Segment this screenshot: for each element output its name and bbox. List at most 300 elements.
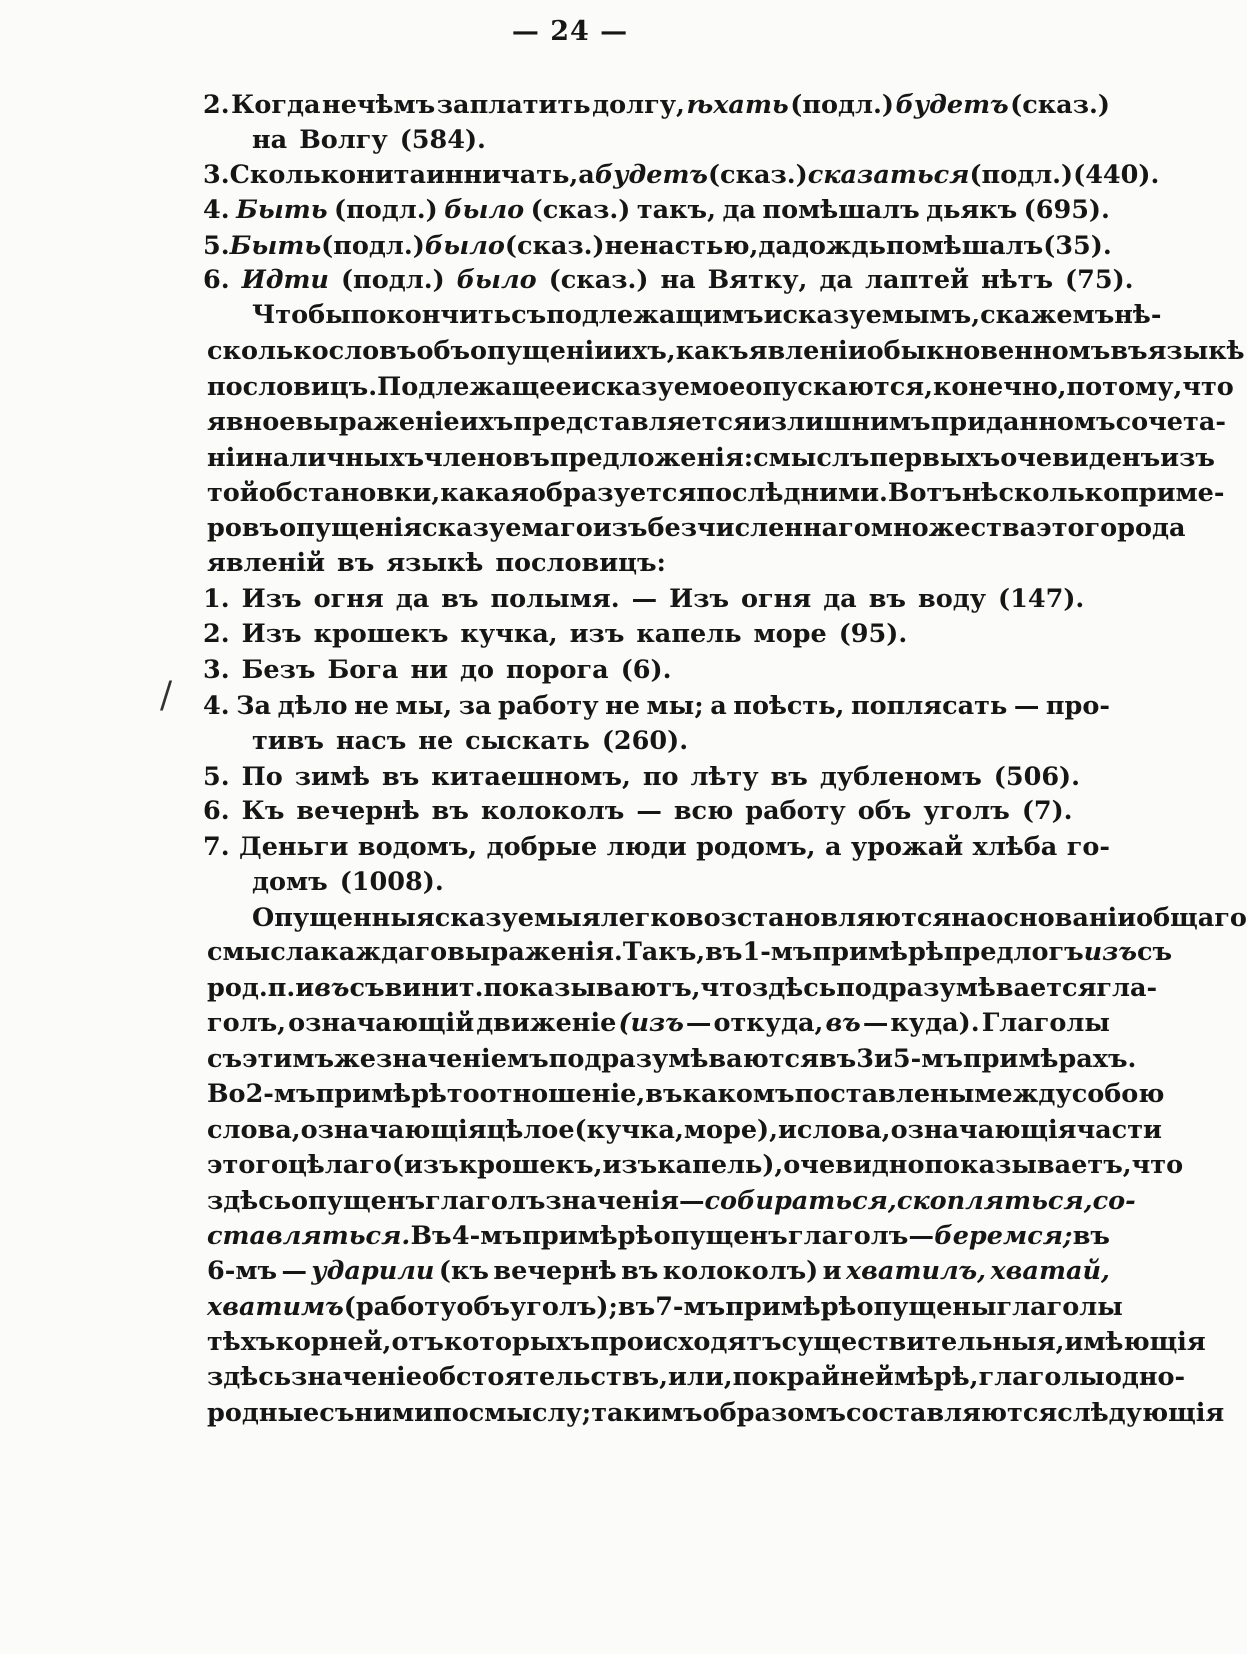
word: глаголъ [425,1186,546,1216]
word: Вотъ [887,478,962,508]
text-line [207,1182,1136,1220]
word: нѣсколько [961,478,1121,508]
word: 7-мъ [655,1292,726,1322]
word: ніи [207,443,255,473]
text-line [207,1358,1186,1396]
word: капель), [657,1150,784,1180]
word: вечернѣ [296,796,420,826]
word: всю [673,796,734,826]
text-line [207,474,1225,512]
word: этимъ [242,1044,335,1074]
word: этого [1036,513,1118,543]
word: будетъ [594,160,708,190]
word: работу [745,796,846,826]
word: нѣтъ [981,265,1054,295]
word: да [758,231,792,261]
word: 3. [203,655,230,685]
word: скопляться, [896,1186,1093,1216]
text-line [207,509,1186,547]
word: легко [600,903,686,933]
word: собираться, [704,1186,897,1216]
word: объ [857,796,912,826]
word: въ [431,796,469,826]
word: изъ [569,619,625,649]
word: хватилъ, [845,1256,987,1286]
word: очевидно [783,1150,925,1180]
text-line [207,439,1215,477]
word: обстоятельствъ, [421,1362,668,1392]
word: безчисленнаго [647,513,871,543]
word: сыскать [465,726,590,756]
word: дѣло [277,691,348,721]
word: а [710,691,727,721]
word: (подл.) [790,90,894,120]
text-line [207,1004,1110,1042]
word: п. [267,973,296,1003]
word: языкѣ [386,548,484,578]
text-line [203,191,1110,229]
word: здѣсь [752,973,837,1003]
text-line [203,86,1110,124]
word: про- [1045,691,1110,721]
word: движеніе [476,1008,617,1038]
word: гла- [1096,973,1158,1003]
word: съ [319,1398,355,1428]
word: возстановляются [685,903,952,933]
word: колоколъ [480,796,625,826]
word: Деньги [239,832,349,862]
word: въ [314,973,350,1003]
word: Изъ [241,619,302,649]
word: Опущенныя [252,903,435,933]
word: обстановки, [258,478,441,508]
word: что [1131,1150,1184,1180]
word: глаголы [996,1292,1123,1322]
word: какъ [675,336,749,366]
word: Чтобы [252,300,351,330]
word: уголъ); [509,1292,618,1322]
word: (изъ [391,1150,459,1180]
text-line [252,722,1110,760]
word: таинничать, [393,160,579,190]
page-number: — 24 — [511,16,629,47]
word: (695). [1023,195,1110,225]
word: (подл.) [969,160,1074,190]
word: (440). [1073,160,1160,190]
word: ненастью, [604,231,759,261]
word: примѣрѣ [725,1292,857,1322]
word: или, [667,1362,733,1392]
word: со- [1092,1186,1136,1216]
word: голъ, [207,1008,287,1038]
word: съ [1137,937,1173,967]
word: Сколько [229,160,357,190]
word: изъ [1083,937,1137,967]
word: хватай, [990,1256,1110,1286]
word: (сказ.) [530,195,631,225]
word: сказуемымъ, [782,300,981,330]
word: въ [825,1008,861,1038]
word: было [444,195,525,225]
word: — [678,1186,705,1216]
word: излишнимъ [751,407,931,437]
word: нечѣмъ [322,90,436,120]
word: 4. [203,195,230,225]
word: подразумѣвается [836,973,1097,1003]
text-line [207,1040,1137,1078]
word: отъ [391,1327,444,1357]
word: Подлежащее [377,372,572,402]
word: домъ [252,867,328,897]
word: въ [645,1079,683,1109]
word: и [822,1256,842,1286]
word: обыкновенномъ [866,336,1111,366]
word: да [722,195,756,225]
word: въ [1110,336,1148,366]
word: да [819,265,853,295]
word: 6-мъ [207,1256,278,1286]
word: собою [1071,1079,1165,1109]
text-line [207,1111,1162,1149]
word: не [418,726,454,756]
word: 1-мъ [742,937,813,967]
word: (сказ.) [707,160,808,190]
word: происходятъ [590,1327,782,1357]
word: (506). [993,762,1081,792]
word: предлогъ [943,937,1084,967]
word: образомъ [702,1398,846,1428]
word: опущенъ [653,1221,788,1251]
word: выраженія. [447,937,623,967]
word: (сказ.) [504,231,605,261]
word: съ [207,1044,243,1074]
word: явленіи [748,336,867,366]
word: лаптей [864,265,970,295]
word: 4-мъ [451,1221,522,1251]
word: (35). [1043,231,1112,261]
word: сказуемаго [422,513,593,543]
word: при [930,407,987,437]
text-line [203,580,1110,618]
word: смысла [207,937,321,967]
word: Такъ, [622,937,706,967]
word: полымя. [490,584,620,614]
word: ударили [311,1256,435,1286]
word: основаніи [986,903,1137,933]
word: насъ [336,726,407,756]
text-line [203,792,1110,830]
word: дьякъ [926,195,1018,225]
text-line [207,1217,1110,1255]
word: на [951,903,987,933]
text-line [207,969,1158,1007]
word: данномъ [986,407,1116,437]
word: 4. [203,691,230,721]
word: (сказ.) [1010,90,1110,120]
word: За [236,691,272,721]
text-line [207,933,1173,971]
word: 2. [203,619,230,649]
word: (работу [343,1292,457,1322]
word: — [636,796,662,826]
word: опущеніи [470,336,614,366]
word: опущенія [279,513,423,543]
word: представляется [513,407,752,437]
word: значеніе [291,1362,422,1392]
word: сочета- [1115,407,1226,437]
word: колоколъ) [662,1256,819,1286]
word: мы; [646,691,704,721]
word: Быть [229,231,322,261]
word: по [732,1362,769,1392]
word: отношеніе, [479,1079,646,1109]
word: предложенія: [549,443,754,473]
word: (1008). [339,867,444,897]
text-line [203,227,1110,265]
word: и [571,372,591,402]
word: съ [349,973,385,1003]
word: (260). [601,726,689,756]
word: то [446,1079,480,1109]
text-line [207,1394,1225,1432]
word: показываетъ, [924,1150,1132,1180]
word: подлежащимъ [546,300,764,330]
word: дубленомъ [819,762,982,792]
word: хватимъ [207,1292,344,1322]
word: смыслъ [753,443,870,473]
word: — [908,1221,935,1251]
word: Изъ [669,584,730,614]
word: (подл.) [334,195,438,225]
word: лѣту [690,762,759,792]
word: ставляться. [207,1221,411,1251]
text-line [207,1146,1184,1184]
text-line [207,1075,1165,1113]
word: (75). [1065,265,1134,295]
word: и [763,300,783,330]
word: Быть [236,195,328,225]
word: откуда, [713,1008,824,1038]
word: какая [440,478,529,508]
word: огня [313,584,384,614]
word: смыслу; [468,1398,592,1428]
word: огня [741,584,812,614]
word: глаголъ [787,1221,909,1251]
word: 2. [203,90,230,120]
word: примѣрѣ [315,1079,447,1109]
word: куда). [890,1008,980,1038]
word: что [700,973,753,1003]
word: рода [1117,513,1186,543]
word: вечернѣ [493,1256,617,1286]
word: поѣсть, [733,691,845,721]
word: (147). [998,584,1085,614]
word: словъ [328,336,417,366]
word: образуется [528,478,697,508]
word: родомъ, [696,832,816,862]
word: ихъ, [613,336,676,366]
word: По [241,762,283,792]
word: корней, [275,1327,392,1357]
text-line [207,1323,1206,1361]
word: въ [337,548,375,578]
word: крошекъ, [458,1150,603,1180]
word: каждаго [320,937,448,967]
word: а [578,160,595,190]
word: поставлены [794,1079,975,1109]
word: слова, [207,1115,301,1145]
word: объ [456,1292,510,1322]
word: 6. [203,265,230,295]
word: общаго [1136,903,1247,933]
word: пословицъ: [495,548,666,578]
word: 6. [203,796,230,826]
word: долгу, [592,90,685,120]
word: Идти [241,265,329,295]
word: море), [683,1115,778,1145]
word: Къ [241,796,285,826]
word: не [605,691,640,721]
word: въ [818,1044,857,1074]
text-line [207,403,1226,441]
word: Волгу [299,125,388,155]
word: винит. [384,973,484,1003]
word: дождь [791,231,886,261]
word: послѣдними. [696,478,888,508]
word: капель [636,619,742,649]
word: на [660,265,696,295]
word: означающія [300,1115,487,1145]
word: китаешномъ, [431,762,631,792]
word: означающія [890,1115,1077,1145]
word: которыхъ [443,1327,591,1357]
word: люди [606,832,687,862]
word: подразумѣваются [548,1044,819,1074]
word: въ [868,584,906,614]
word: первыхъ [869,443,1001,473]
word: сказаться [807,160,970,190]
word: съ [511,300,547,330]
word: членовъ [424,443,550,473]
text-line [203,615,1110,653]
word: примѣрахъ. [962,1044,1137,1074]
word: Изъ [241,584,302,614]
word: (къ [438,1256,489,1286]
word: Когда [231,90,321,120]
word: опущенъ [291,1186,426,1216]
word: (7). [1021,796,1073,826]
word: глаголы [978,1362,1105,1392]
word: въ [1072,1221,1110,1251]
word: по [433,1398,469,1428]
word: нѣ- [1114,300,1162,330]
word: да [395,584,430,614]
word: да [823,584,857,614]
word: мы, [395,691,453,721]
word: покончить [350,300,512,330]
word: ѣхать [686,90,789,120]
word: той [207,478,259,508]
word: воду [918,584,987,614]
word: конечно, [932,372,1067,402]
word: — [862,1008,889,1038]
word: водомъ, [357,832,478,862]
word: Въ [410,1221,452,1251]
word: опущены [856,1292,997,1322]
word: изъ [602,1150,658,1180]
text-line [252,296,1162,334]
word: значенія [545,1186,679,1216]
word: за [458,691,492,721]
word: такимъ [591,1398,703,1428]
word: очевиденъ [1000,443,1161,473]
word: части [1076,1115,1162,1145]
text-line [203,687,1110,725]
word: работу [498,691,599,721]
word: уголъ [923,796,1010,826]
word: въ [617,1292,656,1322]
text-line [207,332,1245,370]
word: было [424,231,505,261]
word: Бога [327,655,399,685]
word: поплясать [850,691,1008,721]
word: крайней [768,1362,894,1392]
word: опускаются, [745,372,933,402]
word: означающій [288,1008,475,1038]
word: объ [416,336,471,366]
word: — [1013,691,1040,721]
pencil-slash-mark: / [160,675,173,716]
text-line [207,368,1234,406]
word: ихъ [459,407,514,437]
word: тивъ [252,726,324,756]
text-line [207,1288,1123,1326]
word: — [281,1256,307,1286]
word: было [456,265,537,295]
text-line [252,121,1110,159]
word: значеніемъ [376,1044,549,1074]
word: зимѣ [294,762,370,792]
word: добрые [486,832,598,862]
word: примѣрѣ [522,1221,654,1251]
word: скажемъ [980,300,1115,330]
text-line [203,261,1134,299]
word: въ [441,584,479,614]
word: примѣрѣ [812,937,944,967]
word: будетъ [895,90,1009,120]
word: явное [207,407,296,437]
word: ними [354,1398,434,1428]
word: составляются [845,1398,1058,1428]
word: (изъ [618,1008,684,1038]
word: (подл.) [321,231,425,261]
word: Глаголы [981,1008,1110,1038]
word: слѣдующія [1057,1398,1225,1428]
word: (сказ.) [548,265,649,295]
word: и [295,973,315,1003]
word: въ [382,762,420,792]
word: ровъ [207,513,280,543]
word: го- [1066,832,1110,862]
word: на [252,125,288,155]
word: Вятку, [707,265,808,295]
word: показываютъ, [483,973,701,1003]
word: цѣлаго [287,1150,392,1180]
word: слова, [796,1115,891,1145]
word: и [778,1115,797,1145]
word: 2-мъ [245,1079,316,1109]
word: Безъ [241,655,316,685]
